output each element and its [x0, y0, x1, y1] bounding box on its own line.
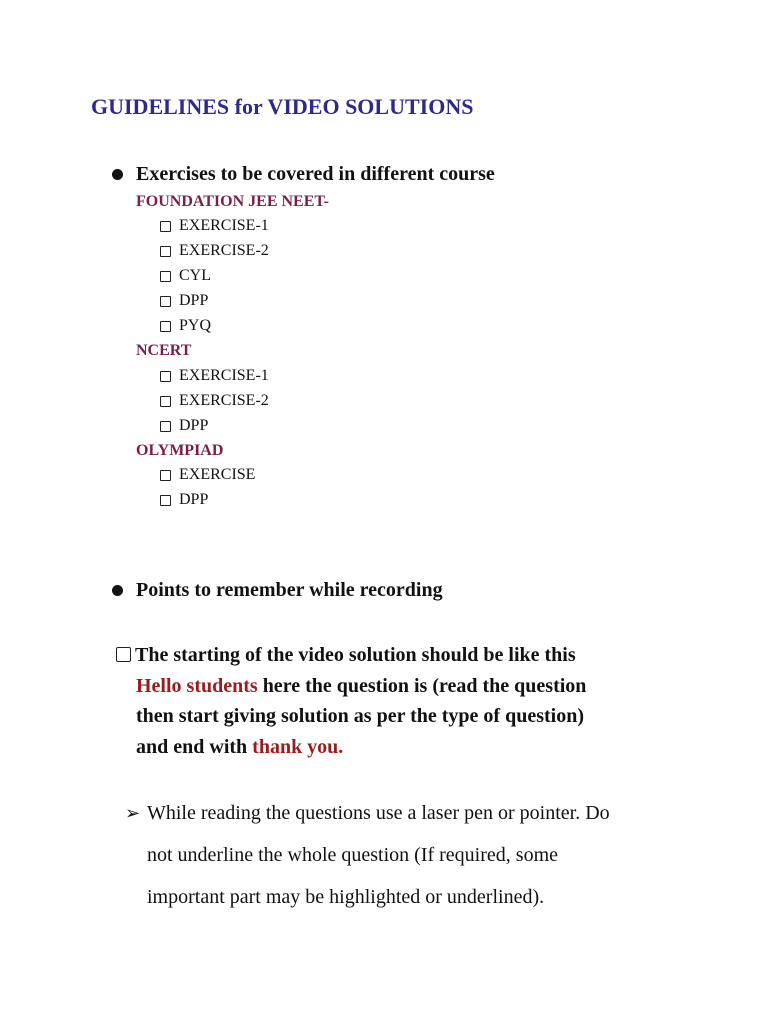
checkbox-icon[interactable]	[160, 470, 171, 481]
course-heading-foundation: FOUNDATION JEE NEET-	[136, 193, 329, 210]
checklist-item[interactable]	[160, 466, 255, 484]
instruction-line: and end with	[136, 735, 253, 758]
bullet-recording	[112, 579, 443, 602]
checklist-item-label: DPP	[179, 491, 209, 508]
checklist-item[interactable]	[160, 267, 211, 285]
checkbox-icon[interactable]	[160, 421, 171, 432]
checkbox-icon[interactable]	[160, 221, 171, 232]
checklist-item-label: EXERCISE	[179, 466, 256, 483]
laser-pen-note	[125, 792, 610, 918]
bullet-recording-text: Points to remember while recording	[136, 579, 443, 601]
checkbox-icon[interactable]	[160, 271, 171, 282]
checklist-item-label: CYL	[179, 267, 211, 284]
checklist-item[interactable]	[160, 491, 208, 509]
checkbox-icon[interactable]	[116, 647, 131, 662]
note-line: important part may be highlighted or underlined).	[147, 886, 545, 908]
hello-students-text: Hello students	[136, 674, 258, 697]
checklist-item[interactable]	[160, 392, 269, 410]
checklist-item-label: DPP	[179, 292, 209, 309]
checkbox-icon[interactable]	[160, 296, 171, 307]
checkbox-icon[interactable]	[160, 495, 171, 506]
checklist-item-label: PYQ	[179, 317, 212, 334]
recording-instruction	[116, 640, 586, 762]
checkbox-icon[interactable]	[160, 246, 171, 257]
note-line: not underline the whole question (If required, some	[147, 844, 558, 866]
checkbox-icon[interactable]	[160, 396, 171, 407]
course-heading-olympiad: OLYMPIAD	[136, 442, 224, 459]
course-heading-ncert: NCERT	[136, 342, 192, 359]
checklist-item[interactable]	[160, 317, 211, 335]
checkbox-icon[interactable]	[160, 371, 171, 382]
instruction-line: then start giving solution as per the type of question)	[136, 705, 584, 727]
thank-you-text: thank you.	[252, 735, 344, 758]
instruction-line: The starting of the video solution should be like this	[135, 644, 576, 666]
checklist-item[interactable]	[160, 417, 208, 435]
checklist-item[interactable]	[160, 367, 269, 385]
instruction-line: here the question is (read the question	[257, 674, 587, 697]
checklist-item-label: EXERCISE-2	[179, 242, 269, 259]
note-line: While reading the questions use a laser pen or pointer. Do	[147, 802, 610, 824]
checklist-item[interactable]	[160, 292, 208, 310]
checklist-item-label: EXERCISE-2	[179, 392, 269, 409]
checklist-item-label: EXERCISE-1	[179, 367, 269, 384]
checklist-item[interactable]	[160, 242, 269, 260]
bullet-dot-icon	[112, 169, 123, 180]
bullet-dot-icon	[112, 585, 123, 596]
checklist-item-label: DPP	[179, 417, 209, 434]
arrowhead-bullet-icon: ➢	[125, 803, 141, 823]
checkbox-icon[interactable]	[160, 321, 171, 332]
checklist-item[interactable]	[160, 217, 269, 235]
checklist-item-label: EXERCISE-1	[179, 217, 269, 234]
bullet-exercises-text: Exercises to be covered in different course	[136, 163, 495, 185]
page-title: GUIDELINES for VIDEO SOLUTIONS	[91, 94, 474, 119]
bullet-exercises	[112, 163, 495, 186]
